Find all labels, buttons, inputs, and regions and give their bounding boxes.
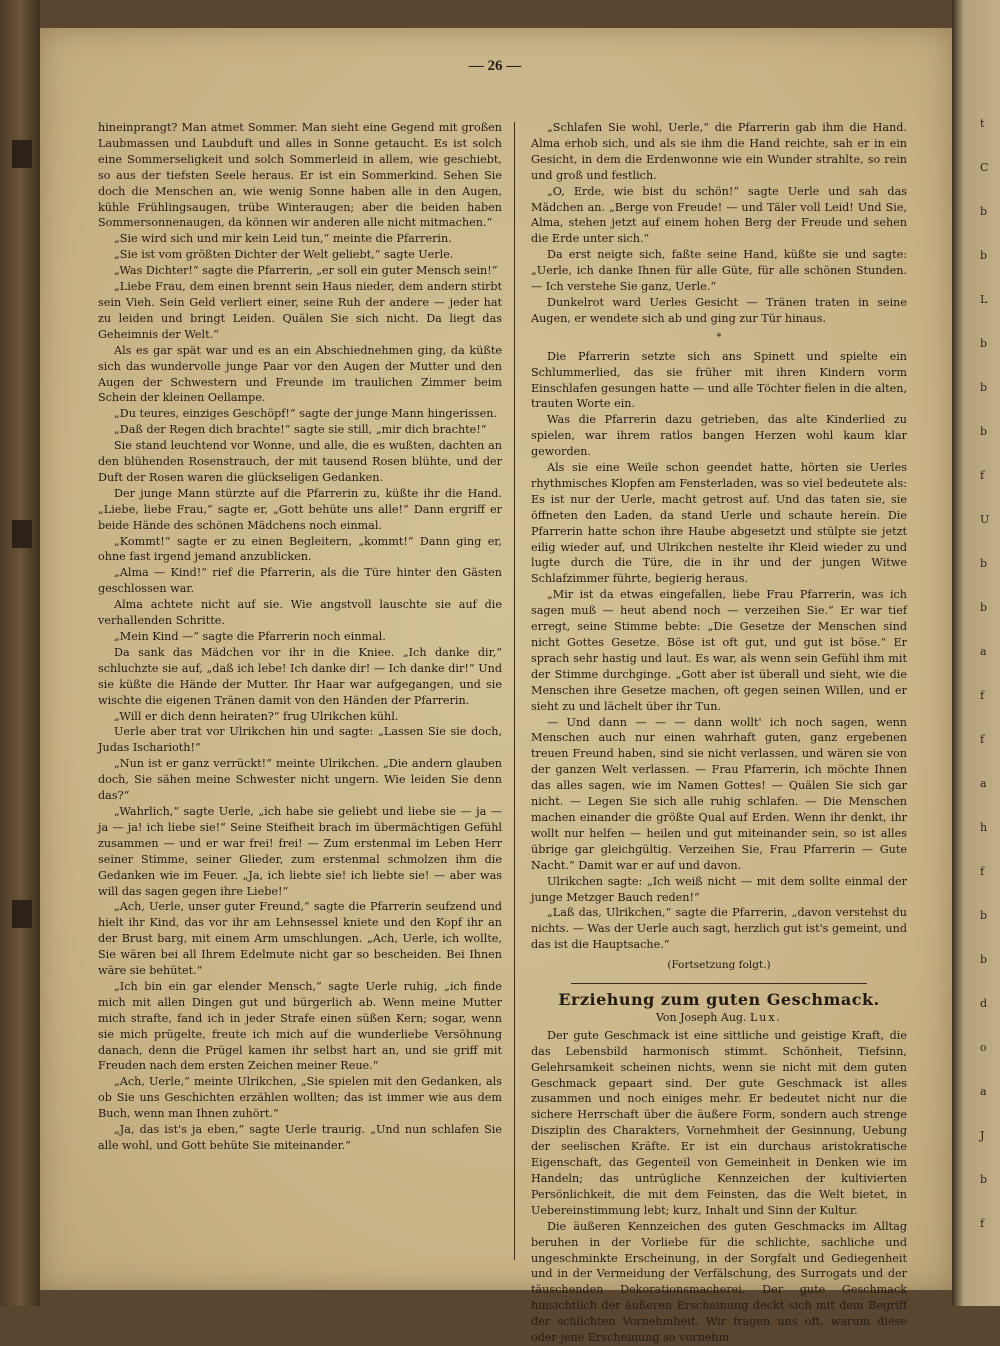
article-paragraph: Die äußeren Kennzeichen des guten Geschmacks im Alltag beruhen in der Vorliebe für die schlichte, sachliche und ungeschminkte Erscheinung, in der Sorgfalt und Gediegenheit und in der Vermeidung der Verfälschung, des Surrogats und der täuschenden Dekorationsmacherei. Der gute Geschmack hinsichtlich der äußeren Erscheinung deckt sich mit dem Begriff der schlichten Vornehmheit. Wir fragen uns oft, warum diese oder jene Erscheinung so vornehm — [531, 1219, 907, 1345]
story-paragraph: „Nun ist er ganz verrückt!“ meinte Ulrikchen. „Die andern glauben doch, Sie sähen meine Schwester nicht ungern. Wie leiden Sie denn das?“ — [98, 757, 502, 803]
edge-letter: b — [980, 249, 988, 262]
edge-letter: U — [980, 513, 990, 526]
story-paragraph: Als es gar spät war und es an ein Abschiednehmen ging, da küßte sich das wundervolle junge Paar vor den Augen der Mutter und den Augen der Schwestern und Freunde im traulichen Zimmer beim Schein der kleinen Oellampe. — [98, 343, 502, 405]
page-number: — 26 — — [468, 58, 522, 74]
story-paragraph: „Du teures, einziges Geschöpf!“ sagte der junge Mann hingerissen. — [114, 407, 498, 421]
edge-letter: a — [980, 1085, 987, 1098]
column-divider — [514, 122, 515, 1260]
edge-letter: a — [980, 777, 987, 790]
continued-note: (Fortsetzung folgt.) — [667, 959, 771, 972]
edge-letter: t — [980, 117, 985, 130]
story-paragraph: — Und dann — — — dann wollt' ich noch sagen, wenn Menschen auch nur einen wahrhaft guten, ganz ergebenen treuen Freund haben, sind sie nicht verlassen, und wären sie von der ganzen Welt verlassen. — Frau Pfarrerin, ich möchte Ihnen das alles sagen, wie im Namen Gottes! — Quälen Sie sich gar nicht. — Legen Sie sich alle ruhig schlafen. — Die Menschen machen einander die größte Qual auf Erden. Wenn ihr denkt, ihr wollt nur helfen — heilen und gut miteinander sein, so ist alles übrige gar gleichgültig. Verzeihen Sie, Frau Pfarrerin — Gute Nacht.“ Damit war er auf und davon. — [531, 715, 907, 872]
story-paragraph: „Mein Kind —“ sagte die Pfarrerin noch einmal. — [114, 630, 386, 643]
edge-letter: h — [980, 821, 988, 834]
edge-letter: b — [980, 381, 988, 394]
section-break-star: * — [716, 331, 722, 343]
story-paragraph: „Ach, Uerle,“ meinte Ulrikchen, „Sie spielen mit den Gedanken, als ob Sie uns Geschichten erzählen wollten; das ist immer wie aus dem Buch, wenn man Ihnen zuhört.“ — [98, 1075, 502, 1121]
edge-letter: b — [980, 601, 988, 614]
edge-letter: f — [980, 865, 985, 878]
edge-letter: C — [980, 161, 989, 174]
adjacent-page-edge — [952, 0, 1000, 1306]
story-paragraph: Was die Pfarrerin dazu getrieben, das alte Kinderlied zu spielen, war ihrem ratlos bangen Herzen wohl kaum klar geworden. — [531, 413, 907, 459]
article-title: Erziehung zum guten Geschmack. — [558, 990, 880, 1010]
story-paragraph: „O, Erde, wie bist du schön!“ sagte Uerle und sah das Mädchen an. „Berge von Freude! — und Täler voll Leid! Und Sie, Alma, stehen jetzt auf einem hohen Berg der Freude und sehen die Erde unter sich.“ — [531, 184, 907, 246]
story-paragraph: Der junge Mann stürzte auf die Pfarrerin zu, küßte ihr die Hand. „Liebe, liebe Frau,“ sagte er, „Gott behüte uns alle!“ Dann ergriff er beide Hände des schönen Mädchens noch einmal. — [98, 486, 502, 532]
story-paragraph: „Schlafen Sie wohl, Uerle,“ die Pfarrerin gab ihm die Hand. Alma erhob sich, und als sie ihm die Hand reichte, sah er in ein Gesicht, in dem die Erdenwonne wie ein Wunder strahlte, so rein und groß und festlich. — [531, 121, 907, 182]
author-prefix: Von Joseph Aug. — [655, 1010, 747, 1024]
article-separator — [571, 983, 867, 984]
story-paragraph: „Will er dich denn heiraten?“ frug Ulrikchen kühl. — [114, 709, 399, 723]
edge-letter: b — [980, 1173, 988, 1186]
binding-band — [12, 520, 32, 548]
story-paragraph: „Kommt!“ sagte er zu einen Begleitern, „kommt!“ Dann ging er, ohne fast irgend jemand anzublicken. — [98, 534, 502, 564]
article-paragraph: Der gute Geschmack ist eine sittliche und geistige Kraft, die das Lebensbild harmonisch stimmt. Schönheit, Tiefsinn, Gelehrsamkeit scheinen nichts, wenn sie nicht mit dem guten Geschmack gepaart sind. Der gute Geschmack ist alles zusammen und noch einiges mehr. Er bedeutet nicht nur die sichere Herrschaft über die äußere Form, sondern auch strenge Disziplin des Charakters, Vornehmheit der Gesinnung, Uebung der seelischen Kräfte. Er ist ein durchaus aristokratische Eigenschaft, das Gegenteil von Gemeinheit in Denken wie im Handeln; das untrügliche Kennzeichen der kultivierten Persönlichkeit, die mit dem Feinsten, das die Welt bietet, in Uebereinstimmung lebt; kurz, Inhalt und Sinn der Kultur. — [531, 1028, 907, 1217]
edge-letter: f — [980, 1217, 985, 1230]
story-paragraph: „Laß das, Ulrikchen,“ sagte die Pfarrerin, „davon verstehst du nichts. — Was der Uerle auch sagt, herzlich gut ist's gemeint, und das ist die Hauptsache.“ — [531, 906, 907, 952]
story-paragraph: „Daß der Regen dich brachte!“ sagte sie still, „mir dich brachte!“ — [114, 423, 487, 437]
story-paragraph: „Wahrlich,“ sagte Uerle, „ich habe sie geliebt und liebe sie — ja — ja — ja! ich liebe sie!“ Seine Steifheit brach im übermächtigen Gefühl zusammen — und er war frei! frei! — Zum erstenmal im Leben Herr seiner Stimme, seiner Glieder, zum erstenmal schmolzen ihm die Gedanken wie im Feuer. „Ja, ich liebte sie! ich liebte sie! — aber was will das sagen gegen ihre Liebe!“ — [98, 804, 502, 898]
edge-letter: b — [980, 953, 988, 966]
author-name: Lux. — [749, 1010, 783, 1024]
edge-letter: b — [980, 909, 988, 922]
edge-letter: o — [980, 1041, 987, 1054]
story-paragraph: Die Pfarrerin setzte sich ans Spinett und spielte ein Schlummerlied, das sie früher mit ihren Kindern vorm Einschlafen gesungen hatte — und alle Töchter fielen in die alten, trauten Worte ein. — [531, 349, 907, 411]
story-paragraph: „Sie ist vom größten Dichter der Welt geliebt,“ sagte Uerle. — [114, 248, 454, 262]
story-paragraph: Als sie eine Weile schon geendet hatte, hörten sie Uerles rhythmisches Klopfen am Fensterladen, was so viel bedeutete als: Es ist nur der Uerle, macht getrost auf. Und das taten sie, sie öffneten den Laden, da stand Uerle und schaute herein. Die Pfarrerin hatte schon ihre Haube abgesetzt und stülpte sie jetzt eilig wieder auf, und Ulrikchen nestelte ihr Kleid wieder zu und lugte durch die Türe, die in ihr und der jungen Witwe Schlafzimmer führte, begierig heraus. — [531, 461, 907, 586]
edge-letter: f — [980, 469, 985, 482]
edge-letter: b — [980, 557, 988, 570]
story-paragraph: Alma achtete nicht auf sie. Wie angstvoll lauschte sie auf die verhallenden Schritte. — [98, 598, 502, 628]
story-paragraph: „Was Dichter!“ sagte die Pfarrerin, „er soll ein guter Mensch sein!“ — [114, 264, 498, 278]
edge-letter: f — [980, 733, 985, 746]
story-paragraph: „Ja, das ist's ja eben,“ sagte Uerle traurig. „Und nun schlafen Sie alle wohl, und Gott behüte Sie miteinander.“ — [98, 1123, 502, 1152]
article-author — [531, 1010, 907, 1026]
story-paragraph: „Alma — Kind!“ rief die Pfarrerin, als die Türe hinter den Gästen geschlossen war. — [98, 566, 502, 596]
edge-letter: J — [980, 1129, 985, 1142]
story-paragraph: Da erst neigte sich, faßte seine Hand, küßte sie und sagte: „Uerle, ich danke Ihnen für alle Güte, für alle schönen Stunden. — Ich verstehe Sie ganz, Uerle.“ — [531, 248, 907, 294]
story-paragraph: Uerle aber trat vor Ulrikchen hin und sagte: „Lassen Sie sie doch, Judas Ischarioth!“ — [98, 725, 502, 755]
edge-letter: L — [980, 293, 988, 306]
story-paragraph: „Mir ist da etwas eingefallen, liebe Frau Pfarrerin, was ich sagen muß — heut abend noch — verzeihen Sie.“ Er war tief erregt, seine Stimme bebte: „Die Gesetze der Menschen sind nicht Gottes Gesetze. Böse ist oft gut, und gut ist böse.“ Er sprach sehr hastig und laut. Es war, als wenn sein Gefühl ihm mit der Stimme durchginge. „Gott aber ist überall und sieht, wie die Menschen ihre Gesetze machen, oft gegen seinen Willen, und er sieht zu und lächelt über ihr Tun. — [531, 588, 907, 713]
edge-letter: b — [980, 425, 988, 438]
edge-letter: f — [980, 689, 985, 702]
story-paragraph: Dunkelrot ward Uerles Gesicht — Tränen traten in seine Augen, er wendete sich ab und ging zur Tür hinaus. — [531, 295, 907, 325]
story-column-right — [531, 120, 907, 1345]
story-paragraph: „Sie wird sich und mir kein Leid tun,“ meinte die Pfarrerin. — [114, 232, 452, 246]
story-paragraph: Da sank das Mädchen vor ihr in die Kniee. „Ich danke dir,“ schluchzte sie auf, „daß ich lebe! Ich danke dir! — Ich danke dir!“ Und sie küßte die Hände der Mutter. Ihr Haar war aufgegangen, und sie wischte die eigenen Tränen damit von den Händen der Pfarrerin. — [98, 645, 502, 707]
story-paragraph: „Ich bin ein gar elender Mensch,“ sagte Uerle ruhig, „ich finde mich mit allen Dingen gut und bürgerlich ab. Wenn meine Mutter mich strafte, fand ich in jeder Strafe einen süßen Kern; sogar, wenn sie mich prügelte, freute ich mich auf die wunderliebe Versöhnung danach, denn die Prügel kamen ihr selbst hart an, und sie griff mit Freuden nach dem ersten Zeichen meiner Reue.“ — [98, 979, 502, 1073]
edge-letter: b — [980, 205, 988, 218]
story-column-left — [98, 120, 502, 1260]
story-paragraph: hineinprangt? Man atmet Sommer. Man sieht eine Gegend mit großen Laubmassen und Laubduft und alles in Sonne getaucht. Es ist solch eine Sommerseligkeit und solch Sommerleid in allem, wie geschiebt, so aus der tiefsten Seele heraus. Er ist ein Sommerkind. Sehen Sie doch die Menschen an, wie wenig Sonne haben alle in den Augen, kühle Frühlingsaugen, trübe Winteraugen; aber die beiden haben Sommersonnenaugen, da können wir anderen alle nicht mitmachen.“ — [98, 121, 502, 230]
story-paragraph: „Ach, Uerle, unser guter Freund,“ sagte die Pfarrerin seufzend und hielt ihr Kind, das vor ihr am Lehnsessel kniete und den Kopf ihr an der Brust barg, mit einem Arm umschlungen. „Ach, Uerle, ich wollte, Sie wären bei all Ihrem Edelmute nicht gar so bescheiden. Bei Ihnen wäre sie behütet.“ — [98, 900, 502, 978]
binding-band — [12, 140, 32, 168]
book-binding-left — [0, 0, 40, 1306]
binding-band — [12, 900, 32, 928]
story-paragraph: Ulrikchen sagte: „Ich weiß nicht — mit dem sollte einmal der junge Metzger Bauch reden!“ — [531, 874, 907, 904]
story-paragraph: Sie stand leuchtend vor Wonne, und alle, die es wußten, dachten an den blühenden Rosenstrauch, der mit tausend Rosen blühte, und der Duft der Rosen waren die glückseligen Gedanken. — [98, 439, 502, 484]
edge-letter: a — [980, 645, 987, 658]
edge-letter: d — [980, 997, 988, 1010]
story-paragraph: „Liebe Frau, dem einen brennt sein Haus nieder, dem andern stirbt sein Vieh. Sein Geld verliert einer, seine Ruh der andere — jeder hat zu leiden und bringt Leiden. Quälen Sie sich nicht. Da liegt das Geheimnis der Welt.“ — [98, 280, 502, 341]
edge-letter: b — [980, 337, 988, 350]
